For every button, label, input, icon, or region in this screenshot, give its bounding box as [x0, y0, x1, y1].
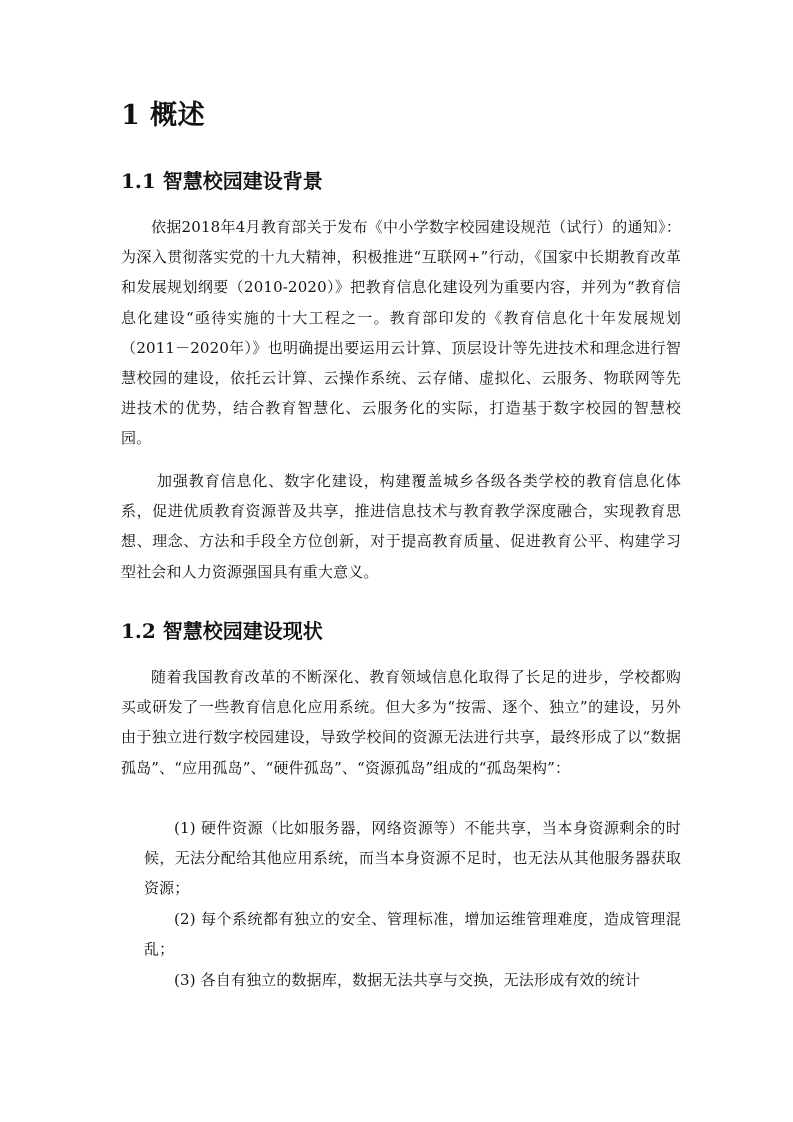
- paragraph-background-1: 依据2018年4月教育部关于发布《中小学数字校园建设规范（试行）的通知》：为深入贯彻落实党的十九大精神，积极推进“互联网+”行动，《国家中长期教育改革和发展规划纲要（2010-2020）》把教育信息化建设列为重要内容，并列为“教育信息化建设“亟待实施的十大工程之一。教育部印发的《教育信息化十年发展规划（2011－2020年）》也明确提出要运用云计算、顶层设计等先进技术和理念进行智慧校园的建设，依托云计算、云操作系统、云存储、虚拟化、云服务、物联网等先进技术的优势，结合教育智慧化、云服务化的实际，打造基于数字校园的智慧校园。: [121, 218, 681, 448]
- section-heading-1-2: 1.2 智慧校园建设现状: [121, 619, 323, 643]
- list-item-3: (3) 各自有独立的数据库，数据无法共享与交换，无法形成有效的统计: [174, 971, 640, 989]
- section-heading-1-1: 1.1 智慧校园建设背景: [121, 169, 323, 193]
- paragraph-status-1: 随着我国教育改革的不断深化、教育领域信息化取得了长足的进步，学校都购买或研发了一些教育信息化应用系统。但大多为“按需、逐个、独立”的建设，另外由于独立进行数字校园建设，导致学校间的资源无法进行共享，最终形成了以“数据孤岛”、“应用孤岛”、“硬件孤岛”、“资源孤岛”组成的“孤岛架构”：: [121, 668, 681, 777]
- paragraph-background-2: 加强教育信息化、数字化建设，构建覆盖城乡各级各类学校的教育信息化体系，促进优质教育资源普及共享，推进信息技术与教育教学深度融合，实现教育思想、理念、方法和手段全方位创新，对于提高教育质量、促进教育公平、构建学习型社会和人力资源强国具有重大意义。: [121, 472, 681, 581]
- chapter-heading: 1 概述: [121, 100, 206, 131]
- list-item-1: (1) 硬件资源（比如服务器，网络资源等）不能共享，当本身资源剩余的时候，无法分配给其他应用系统，而当本身资源不足时，也无法从其他服务器获取资源；: [144, 819, 681, 898]
- list-item-2: (2) 每个系统都有独立的安全、管理标准，增加运维管理难度，造成管理混乱；: [144, 910, 681, 959]
